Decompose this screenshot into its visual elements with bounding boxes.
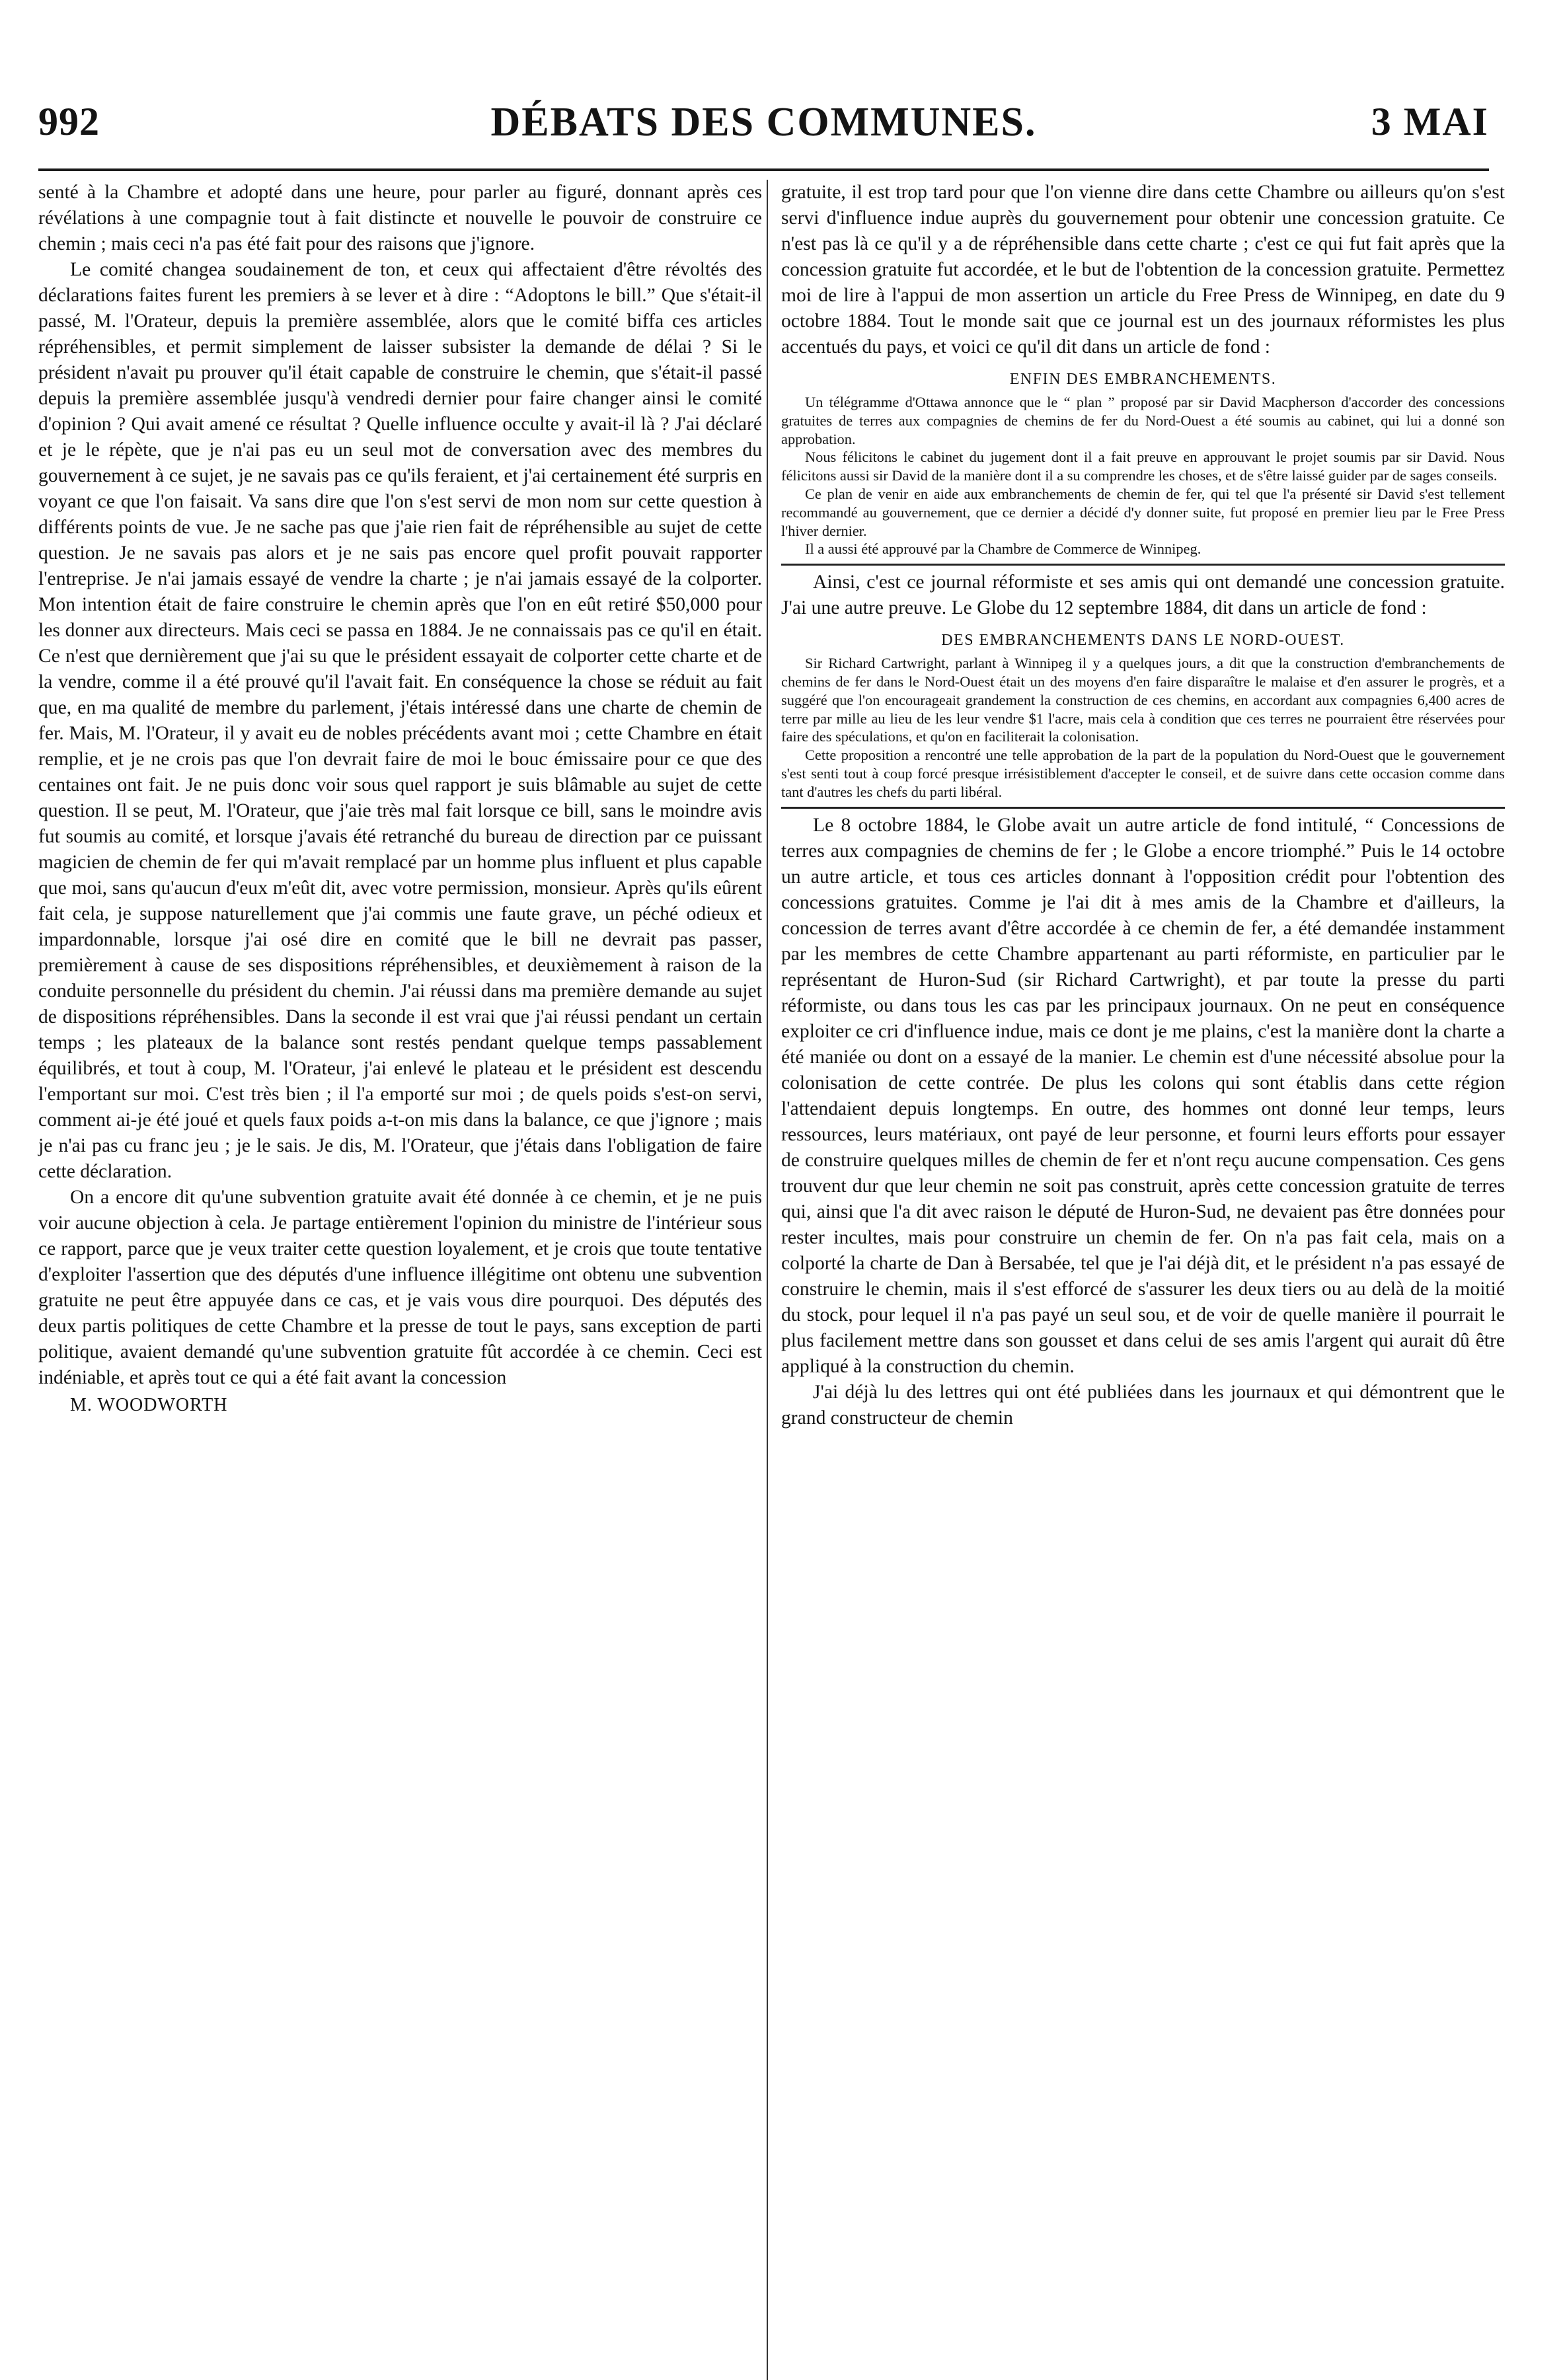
running-title: DÉBATS DES COMMUNES.	[490, 100, 1037, 145]
left-paragraph-2: Le comité changea soudainement de ton, et ceux qui affectaient d'être révoltés des déclarations faites furent les premiers à se lever et à dire : “Adoptons le bill.” Que s'était-il passé, M. l'Orateur, depuis la première assemblée, alors que le comité biffa ces articles répréhensibles, et permit simplement de laisser subsister la demande de délai ? Si le président n'avait pu prouver qu'il était capable de construire le chemin, que s'était-il passé depuis la première assemblée jusqu'à vendredi dernier pour faire changer ainsi le comité d'opinion ? Qui avait amené ce résultat ? Quelle influence occulte y avait-il là ? J'ai déclaré et je le répète, que je n'ai pas eu un seul mot de conversation avec des membres du gouvernement à ce sujet, je ne savais pas ce qu'ils feraient, et j'ai certainement été surpris en voyant ce que l'on faisait. Va sans dire que l'on s'est servi de mon nom sur cette question à différents points de vue. Je ne sache pas que j'aie rien fait de répréhensible au sujet de cette question. Je ne savais pas alors et je ne sais pas encore quel profit pouvait rapporter l'entreprise. Je n'ai jamais essayé de vendre la charte ; je n'ai jamais essayé de la colporter. Mon intention était de faire construire le chemin après que l'on en eût retiré $50,000 pour les donner aux directeurs. Mais ceci se passa en 1884. Je ne connaissais pas ce qu'il en était. Ce n'est que dernièrement que j'ai su que le président essayait de colporter cette charte et de la vendre, comme il a été prouvé qu'il l'avait fait. En conséquence la chose se réduit au fait que, en ma qualité de membre du parlement, j'étais intéressé dans une charte de chemin de fer. Mais, M. l'Orateur, il y avait eu de nobles précédents avant moi ; cette Chambre en était remplie, et je ne crois pas que l'on devrait faire de moi le bouc émissaire pour ce que des centaines ont fait. Je ne puis donc voir sous quel rapport je suis blâmable au sujet de cette question. Il se peut, M. l'Orateur, que j'aie très mal fait lorsque ce bill, sans le moindre avis fut soumis au comité, et lorsque j'avais été retranché du bureau de direction par ce puissant magicien de chemin de fer qui m'avait remplacé par un homme plus influent et plus capable que moi, sans qu'aucun d'eux m'eût dit, avec votre permission, monsieur. Après qu'ils eûrent fait cela, je suppose naturellement que j'ai commis une faute grave, un péché odieux et impardonnable, lorsque j'ai osé dire en comité que le bill ne devrait pas passer, premièrement à cause de ses dispositions répréhensibles, et deuxièmement à raison de la conduite personnelle du président du chemin. J'ai réussi dans ma première demande au sujet de dispositions répréhensibles. Dans la seconde il est vrai que j'ai réussi pendant un certain temps ; les plateaux de la balance sont restés pendant quelque temps passablement équilibrés, et tout à coup, M. l'Orateur, j'ai enlevé le plateau et le président est descendu l'emportant sur moi. C'est très bien ; il l'a emporté sur moi ; de quels poids s'est-on servi, comment ai-je été joué et quels faux poids a-t-on mis dans la balance, ce que j'ignore ; mais je n'ai pas cu franc jeu ; je le sais. Je dis, M. l'Orateur, que j'étais dans l'obligation de faire cette déclaration.	[38, 259, 762, 1182]
quote-paragraph: Cette proposition a rencontré une telle approbation de la part de la population du Nord-Ouest que le gouvernement s'est senti tout à coup forcé presque irrésistiblement d'accepter le conseil, et de suivre dans cette occasion comme dans tant d'autres les chefs du parti libéral.	[781, 747, 1505, 800]
speaker-signature: M. WOODWORTH	[70, 1395, 228, 1415]
header-rule	[38, 168, 1489, 171]
quote-paragraph: Sir Richard Cartwright, parlant à Winnipeg il y a quelques jours, a dit que la construction d'embranchements de chemins de fer dans le Nord-Ouest était un des moyens d'en faire disparaître le malaise et d'en assurer le progrès, et a suggéré que l'on encourageait grandement la construction de ces chemins, en accordant aux compagnies 6,400 acres de terre par mille au lieu de les leur vendre $1 l'acre, mais cela à condition que ces terres ne pourraient être réservées pour faire des spéculations, et qu'on en faciliterait la colonisation.	[781, 655, 1505, 745]
right-paragraph-4: J'ai déjà lu des lettres qui ont été publiées dans les journaux et qui démontrent que le grand constructeur de chemin	[781, 1381, 1505, 1429]
quote-globe	[781, 629, 1505, 808]
quote-paragraph: Il a aussi été approuvé par la Chambre de Commerce de Winnipeg.	[805, 540, 1201, 558]
page-header	[38, 99, 1489, 152]
left-paragraph-3: On a encore dit qu'une subvention gratuite avait été donnée à ce chemin, et je ne puis voir aucune objection à cela. Je partage entièrement l'opinion du ministre de l'intérieur sous ce rapport, parce que je veux traiter cette question loyalement, et je crois que toute tentative d'exploiter l'assertion que des députés d'une influence illégitime ont obtenu une subvention gratuite ne peut être appuyée dans ce cas, et je vais vous dire pourquoi. Des députés des deux partis politiques de cette Chambre et la presse de tout le pays, sans exception de parti politique, avaient demandé qu'une subvention gratuite fût accordée à ce chemin. Ceci est indéniable, et après tout ce qui a été fait avant la concession	[38, 1187, 762, 1388]
quote-paragraph: Ce plan de venir en aide aux embranchements de chemin de fer, qui tel que l'a présenté sir David s'est tellement recommandé au gouvernement, que ce dernier a décidé d'y donner suite, fut proposé en premier lieu par le Free Press l'hiver dernier.	[781, 485, 1505, 539]
quote-paragraph: Un télégramme d'Ottawa annonce que le “ plan ” proposé par sir David Macpherson d'accorder des concessions gratuites de terres aux compagnies de chemins de fer du Nord-Ouest a été soumis au cabinet, qui lui a donné son approbation.	[781, 394, 1505, 447]
left-paragraph-1: senté à la Chambre et adopté dans une heure, pour parler au figuré, donnant après ces révélations à une compagnie tout à fait distincte et nouvelle le pouvoir de construire ce chemin ; mais ceci n'a pas été fait pour des raisons que j'ignore.	[38, 182, 762, 254]
right-paragraph-2: Ainsi, c'est ce journal réformiste et ses amis qui ont demandé une concession gratuite. J'ai une autre preuve. Le Globe du 12 septembre 1884, dit dans un article de fond :	[781, 572, 1505, 619]
quote-paragraph: Nous félicitons le cabinet du jugement dont il a fait preuve en approuvant le projet soumis par sir David. Nous félicitons aussi sir David de la manière dont il a su comprendre les choses, et de s'être laissé guider par de sages conseils.	[781, 449, 1505, 484]
page-number: 992	[38, 100, 100, 143]
right-column	[781, 180, 1505, 1431]
quote-title: ENFIN DES EMBRANCHEMENTS.	[1009, 371, 1277, 388]
column-divider	[767, 180, 768, 2380]
quote-free-press	[781, 368, 1505, 566]
left-column	[38, 180, 762, 1418]
quote-title: DES EMBRANCHEMENTS DANS LE NORD-OUEST.	[941, 632, 1345, 650]
right-paragraph-1: gratuite, il est trop tard pour que l'on vienne dire dans cette Chambre ou ailleurs qu'on s'est servi d'influence indue auprès du gouvernement pour obtenir une concession gratuite. Ce n'est pas là ce qu'il y a de répréhensible dans cette charte ; c'est ce qui fut fait après que la concession gratuite fut accordée, et le but de l'obtention de la concession gratuite. Permettez moi de lire à l'appui de mon assertion un article du Free Press de Winnipeg, en date du 9 octobre 1884. Tout le monde sait que ce journal est un des journaux réformistes les plus accentués du pays, et voici ce qu'il dit dans un article de fond :	[781, 182, 1505, 357]
right-paragraph-3: Le 8 octobre 1884, le Globe avait un autre article de fond intitulé, “ Concessions de terres aux compagnies de chemins de fer ; le Globe a encore triomphé.” Puis le 14 octobre un autre article, et tous ces articles donnant à l'opposition crédit pour l'obtention des concessions gratuites. Comme je l'ai dit à mes amis de la Chambre et d'ailleurs, la concession de terres avant d'être accordée à ce chemin de fer, a été demandée instamment par les membres de cette Chambre appartenant au parti réformiste, en particulier par le représentant de Huron-Sud (sir Richard Cartwright), et par toute la presse du parti réformiste, ou dans tous les cas par les principaux journaux. On ne peut en conséquence exploiter ce cri d'influence indue, mais ce dont je me plains, c'est la manière dont la charte a été maniée ou dont on a essayé de la manier. Le chemin est d'une nécessité absolue pour la colonisation de cette contrée. De plus les colons qui sont établis dans cette région l'attendaient depuis longtemps. En outre, des hommes ont donné leur temps, leurs ressources, leurs matériaux, ont payé de leur personne, et fourni leurs efforts pour essayer de construire quelques milles de chemin de fer et n'ont reçu aucune compensation. Ces gens trouvent dur que leur chemin ne soit pas construit, après cette concession gratuite de terres qui, ainsi que l'a dit avec raison le député de Huron-Sud, ne devaient pas être données pour rester incultes, mais pour construire un chemin de fer. On n'a pas fait cela, mais on a colporté la charte de Dan à Bersabée, tel que je l'ai déjà dit, et le président n'a pas essayé de construire le chemin, mais il s'est efforcé de s'assurer les deux tiers ou au delà de la moitié du stock, pour lequel il n'a pas payé un seul sou, et de voir de quelle manière il pourrait le plus facilement mettre dans son gousset et dans celui de ses amis l'argent qui aurait dû être appliqué à la construction du chemin.	[781, 814, 1505, 1377]
header-date: 3 MAI	[1371, 100, 1489, 143]
